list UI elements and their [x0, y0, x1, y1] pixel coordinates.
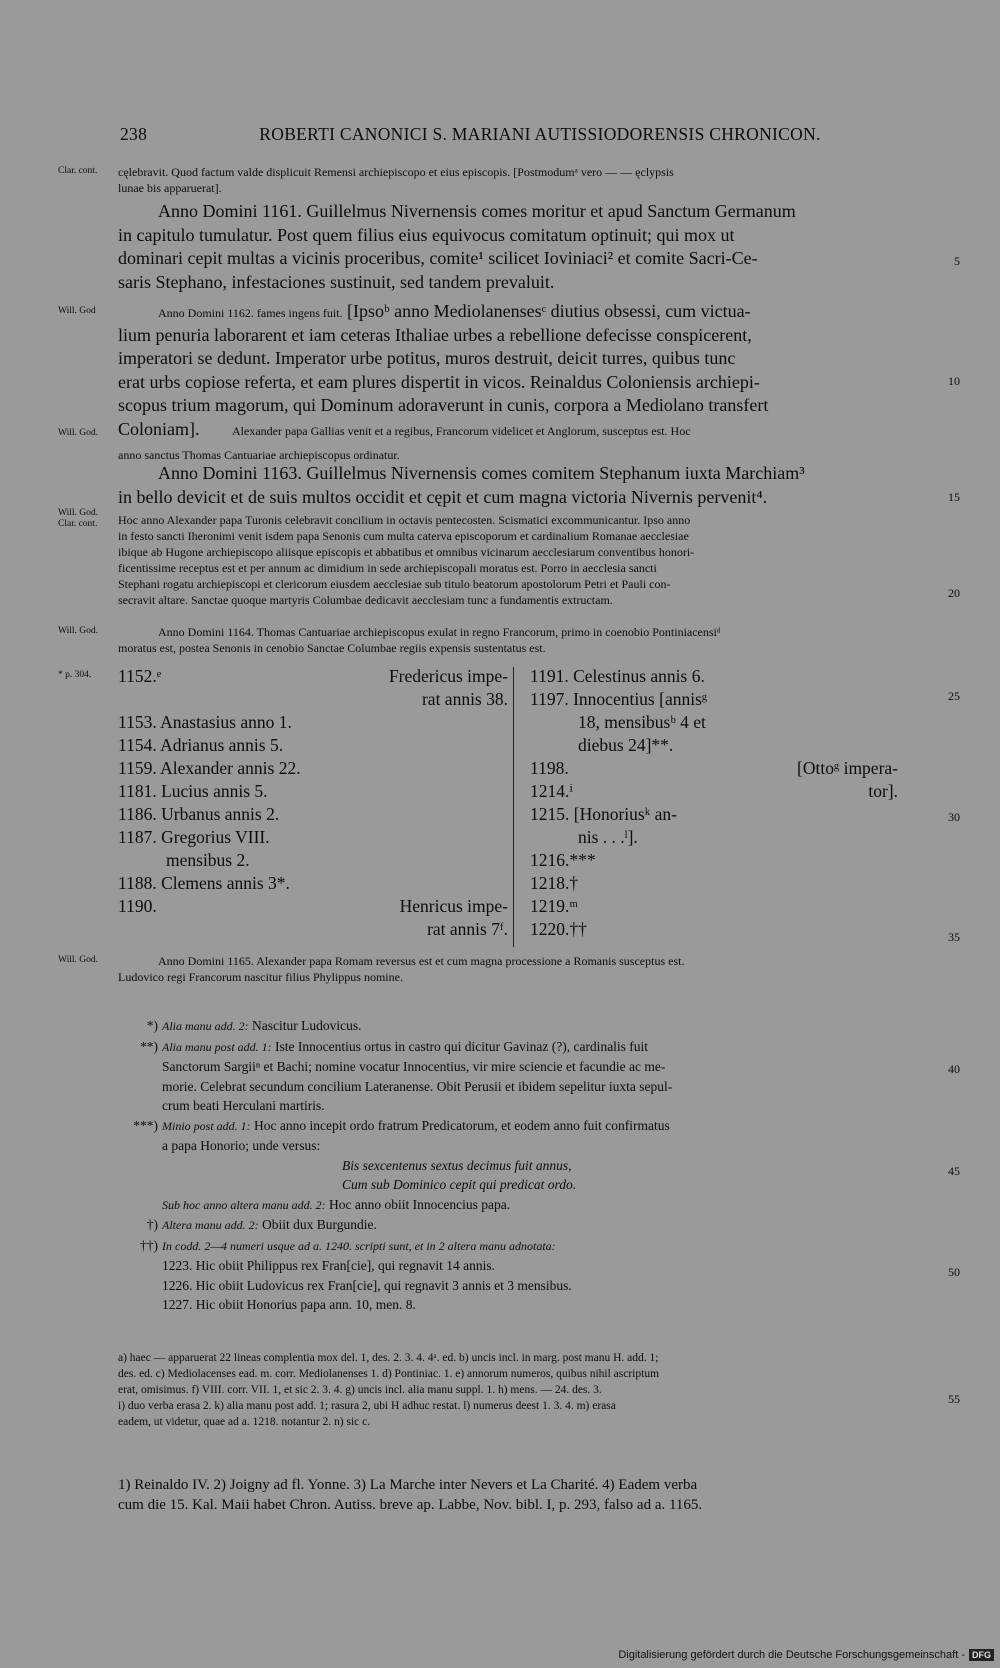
critical-apparatus [118, 1350, 904, 1430]
table-cell-entry: nis . . .ˡ]. [578, 827, 638, 847]
margin-note: * p. 304. [58, 670, 92, 680]
table-row [118, 826, 508, 849]
paragraph-4 [118, 462, 904, 509]
footnote-mark: ††) [140, 1237, 158, 1253]
line-number: 10 [948, 374, 960, 388]
table-row [530, 665, 898, 688]
text-line: Stephani rogatu archiepiscopi et clericorum eiusdem aecclesiae sub titulo beatorum apostolorum Petri et Pauli con- [118, 577, 671, 591]
line-number: 55 [948, 1392, 960, 1406]
text-line: saris Stephano, infestaciones sustinuit, sed tandem prevaluit. [118, 271, 555, 292]
paragraph-3 [118, 300, 904, 441]
apparatus-line: erat, omisimus. f) VIII. corr. VII. 1, et sic 2. 3. 4. g) uncis incl. alia manu suppl. 1. h) mens. — 24. des. 3. [118, 1384, 602, 1396]
table-cell-entry: 1186. Urbanus annis 2. [118, 804, 280, 824]
text-line: in festo sancti Iheronimi venit isdem papa Senonis cum multa caterva episcoporum et cardinalium Romanae aecclesiae [118, 529, 689, 543]
line-number: 50 [948, 1265, 960, 1279]
line-number: 20 [948, 586, 960, 600]
table-cell-ruler: Henricus impe- [399, 896, 508, 916]
margin-note: Will. God. [58, 428, 98, 438]
table-row [530, 895, 898, 918]
text-line: in capitulo tumulatur. Post quem filius eius equivocus comitatum optinuit; qui mox ut [118, 224, 735, 245]
margin-note: Clar. cont. [58, 166, 98, 176]
text-line: in bello devicit et de suis multos occidit et cępit et cum magna victoria Nivernis pervenit⁴. [118, 486, 768, 507]
table-row [118, 918, 508, 941]
footnote-label: Minio post add. 1: [162, 1118, 251, 1133]
footnote-text: Obiit dux Burgundie. [262, 1217, 377, 1232]
table-cell-entry: 1220.†† [530, 919, 587, 939]
footnote-text: crum beati Herculani martiris. [162, 1098, 325, 1113]
apparatus-line: a) haec — apparuerat 22 lineas complentia mox del. 1, des. 2. 3. 4. 4ᵃ. ed. b) uncis incl. in marg. post manu H. add. 1; [118, 1352, 659, 1364]
verse-line: Cum sub Dominico cepit qui predicat ordo. [342, 1177, 577, 1192]
text-line: cęlebravit. Quod factum valde displicuit Remensi archiepiscopo et eius episcopis. [Postmodumᵃ vero — — ęclypsis [118, 165, 674, 179]
text-line: Anno Domini 1164. Thomas Cantuariae archiepiscopus exulat in regno Francorum, primo in coenobio Pontiniacensiᵈ [158, 625, 721, 639]
line-number: 15 [948, 490, 960, 504]
table-row [118, 849, 508, 872]
text-line: [Ipsoᵇ anno Mediolanensesᶜ diutius obsessi, cum victua- [347, 301, 751, 321]
text-line: moratus est, postea Senonis in cenobio Sanctae Columbae regiis expensis sustentatus est. [118, 641, 546, 655]
table-row [118, 734, 508, 757]
footnote-text: Hoc anno obiit Innocencius papa. [329, 1196, 511, 1212]
table-divider [513, 667, 514, 947]
table-cell-entry: 1154. Adrianus annis 5. [118, 735, 284, 755]
paragraph-2 [118, 200, 904, 294]
footnote [100, 1016, 900, 1037]
footnote-text: 1227. Hic obiit Honorius papa ann. 10, men. 8. [162, 1297, 416, 1312]
table-cell-entry: 1190. [118, 896, 157, 916]
text-line: lunae bis apparuerat]. [118, 181, 222, 195]
footnote-text: morie. Celebrat secundum concilium Lateranense. Obit Perusii et ibidem sepelitur iuxta sepul- [162, 1078, 673, 1094]
margin-note: Clar. cont. [58, 519, 98, 529]
apparatus-line: eadem, ut videtur, quae ad a. 1218. notantur 2. n) sic c. [118, 1416, 371, 1428]
text-small: Alexander papa Gallias venit et a regibus, Francorum videlicet et Anglorum, susceptus est. Hoc [232, 423, 691, 438]
footnote [100, 1236, 900, 1315]
margin-note: Will. God. [58, 508, 98, 518]
table-row [530, 780, 898, 803]
footnote-text: Iste Innocentius ortus in castro qui dicitur Gavinaz (?), cardinalis fuit [275, 1038, 649, 1054]
table-row [118, 688, 508, 711]
table-row [530, 918, 898, 941]
table-row [530, 734, 898, 757]
table-row [118, 895, 508, 918]
table-cell-entry: 1191. Celestinus annis 6. [530, 666, 705, 686]
table-row [118, 872, 508, 895]
text-line: anno sanctus Thomas Cantuariae archiepiscopus ordinatur. [118, 448, 400, 462]
paragraph-3-cont [118, 447, 904, 463]
footnote-label: Sub hoc anno altera manu add. 2: [162, 1197, 326, 1212]
table-row [530, 688, 898, 711]
table-cell-entry: 1215. [Honoriusᵏ an- [530, 804, 677, 824]
text-small: Anno Domini 1162. fames ingens fuit. [158, 306, 343, 320]
table-cell-entry: 1181. Lucius annis 5. [118, 781, 268, 801]
table-cell-entry: 18, mensibusᵇ 4 et [578, 712, 706, 732]
paragraph-5 [118, 512, 904, 608]
table-row [530, 872, 898, 895]
running-title: ROBERTI CANONICI S. MARIANI AUTISSIODORENSIS CHRONICON. [259, 124, 821, 144]
table-cell-ruler: rat annis 7ᶠ. [427, 919, 508, 939]
footnote [100, 1116, 900, 1216]
paragraph-7 [118, 953, 904, 985]
table-row [118, 803, 508, 826]
line-number: 45 [948, 1164, 960, 1178]
footer-credit: Digitalisierung gefördert durch die Deutsche Forschungsgemeinschaft - [618, 1649, 965, 1661]
line-number: 35 [948, 930, 960, 944]
table-cell-entry: mensibus 2. [166, 850, 250, 870]
text-line: imperatori se dedunt. Imperator urbe potitus, muros destruit, deicit turres, quibus tunc [118, 348, 736, 368]
table-cell-entry: 1197. Innocentius [annisᵍ [530, 689, 708, 709]
table-row [530, 803, 898, 826]
table-cell-entry: 1219.ᵐ [530, 896, 578, 916]
text-line: erat urbs copiose referta, et eam plures dispertit in vicos. Reinaldus Coloniensis archiepi- [118, 371, 760, 392]
table-cell-entry: 1159. Alexander annis 22. [118, 758, 301, 778]
text-line: dominari cepit multas a vicinis proceribus, comite¹ scilicet Ioviniaci² et comite Sacri-Ce- [118, 248, 758, 268]
table-cell-entry: 1198. [530, 758, 569, 778]
table-row [530, 757, 898, 780]
margin-note: Will. God. [58, 626, 98, 636]
dfg-logo: DFG [969, 1649, 994, 1661]
table-row [530, 711, 898, 734]
footnote-mark: *) [146, 1018, 158, 1033]
footnote-text: Sanctorum Sargiiⁿ et Bachi; nomine vocatur Innocentius, vir mire sciencie et facundie ac me- [162, 1059, 666, 1074]
footnote-text: Nascitur Ludovicus. [252, 1018, 362, 1033]
text-line: Coloniam]. [118, 418, 200, 439]
footnote-mark: **) [140, 1038, 158, 1054]
line-number: 40 [948, 1062, 960, 1076]
endnote-line: cum die 15. Kal. Maii habet Chron. Autiss. breve ap. Labbe, Nov. bibl. I, p. 293, falso ad a. 1165. [118, 1497, 703, 1513]
text-line: ficentissime receptus est et per annum ac dimidium in sede archiepiscopali moratus est. Porro in aecclesia sancti [118, 561, 657, 575]
table-cell-ruler: tor]. [868, 781, 898, 801]
table-cell-entry: 1218.† [530, 873, 579, 893]
footnote-text: 1226. Hic obiit Ludovicus rex Fran[cie], qui regnavit 3 annis et 3 mensibus. [162, 1277, 572, 1293]
text-line: Anno Domini 1161. Guillelmus Nivernensis comes moritur et apud Sanctum Germanum [158, 201, 796, 221]
footnote-label: Alia manu add. 2: [162, 1019, 249, 1033]
text-line: scopus trium magorum, qui Dominum adoraverunt in cunis, corpora a Mediolano transfert [118, 395, 769, 415]
footnote-label: Alia manu post add. 1: [162, 1039, 272, 1054]
table-cell-ruler: Fredericus impe- [388, 666, 508, 686]
footnote-label: In codd. 2—4 numeri usque ad a. 1240. scripti sunt, et in 2 altera manu adnotata: [162, 1238, 556, 1253]
table-cell-ruler: rat annis 38. [421, 689, 508, 709]
table-cell-entry: 1188. Clemens annis 3*. [118, 873, 290, 893]
table-cell-entry: 1152.ᵉ [118, 666, 162, 686]
apparatus-line: des. ed. c) Mediolacenses ead. m. corr. Mediolanenses 1. d) Pontiniac. 1. e) annorum numeros, quibus nihil ascriptum [118, 1368, 660, 1380]
table-cell-entry: 1214.ⁱ [530, 781, 573, 801]
line-number: 30 [948, 810, 960, 824]
text-line: Ludovico regi Francorum nascitur filius Phylippus nomine. [118, 970, 403, 984]
endnotes [118, 1475, 904, 1515]
text-line: secravit altare. Sanctae quoque martyris Columbae dedicavit aecclesiam tunc a fundamentis extructam. [118, 593, 613, 607]
footnote-text: Hoc anno incepit ordo fratrum Predicatorum, et eodem anno fuit confirmatus [254, 1117, 670, 1133]
page-number: 238 [120, 124, 148, 144]
endnote-line: 1) Reinaldo IV. 2) Joigny ad fl. Yonne. 3) La Marche inter Nevers et La Charité. 4) Eadem verba [118, 1477, 698, 1493]
margin-note: Will. God. [58, 955, 98, 965]
paragraph-6 [118, 624, 904, 656]
verse-line: Bis sexcentenus sextus decimus fuit annus, [342, 1157, 572, 1173]
table-column-right [530, 665, 898, 941]
margin-note: Will. God [58, 306, 96, 316]
footnote [100, 1215, 900, 1236]
table-row [530, 826, 898, 849]
footnote-text: 1223. Hic obiit Philippus rex Fran[cie], qui regnavit 14 annis. [162, 1258, 495, 1273]
footnote-text: a papa Honorio; unde versus: [162, 1138, 321, 1153]
table-row [118, 711, 508, 734]
regnal-table [118, 665, 898, 947]
line-number: 25 [948, 689, 960, 703]
text-line: Anno Domini 1163. Guillelmus Nivernensis comes comitem Stephanum iuxta Marchiam³ [158, 463, 805, 483]
table-row [118, 665, 508, 688]
table-cell-entry: 1216.*** [530, 850, 596, 870]
footnote-mark: †) [146, 1217, 158, 1232]
table-column-left [118, 665, 508, 941]
table-cell-ruler: [Ottoᵍ impera- [797, 758, 898, 778]
paragraph-1 [118, 164, 904, 196]
table-cell-entry: diebus 24]**. [578, 735, 674, 755]
table-cell-entry: 1187. Gregorius VIII. [118, 827, 270, 847]
table-cell-entry: 1153. Anastasius anno 1. [118, 712, 292, 732]
footnote-label: Altera manu add. 2: [162, 1218, 259, 1232]
table-row [118, 757, 508, 780]
table-row [530, 849, 898, 872]
apparatus-line: i) duo verba erasa 2. k) alia manu post add. 1; rasura 2, ubi H adhuc restat. l) numerus deest 1. 3. 4. m) erasa [118, 1400, 616, 1412]
line-number: 5 [954, 254, 960, 268]
footnote [100, 1037, 900, 1116]
text-line: Hoc anno Alexander papa Turonis celebravit concilium in octavis pentecosten. Scismatici excommunicantur. Ipso anno [118, 513, 691, 527]
footnote-mark: ***) [133, 1117, 158, 1133]
digitization-footer [0, 1642, 1000, 1668]
text-line: ibique ab Hugone archiepiscopo aliisque episcopis et abbatibus et omnibus vicinarum aecclesiarum conventibus honori- [118, 545, 695, 559]
table-row [118, 780, 508, 803]
text-line: lium penuria laborarent et iam ceteras Ithaliae urbes a rebellione defecisse conspicerent, [118, 324, 752, 345]
footnotes [100, 1016, 900, 1315]
text-line: Anno Domini 1165. Alexander papa Romam reversus est et cum magna processione a Romanis susceptus est. [158, 954, 685, 968]
page-header [120, 124, 900, 145]
